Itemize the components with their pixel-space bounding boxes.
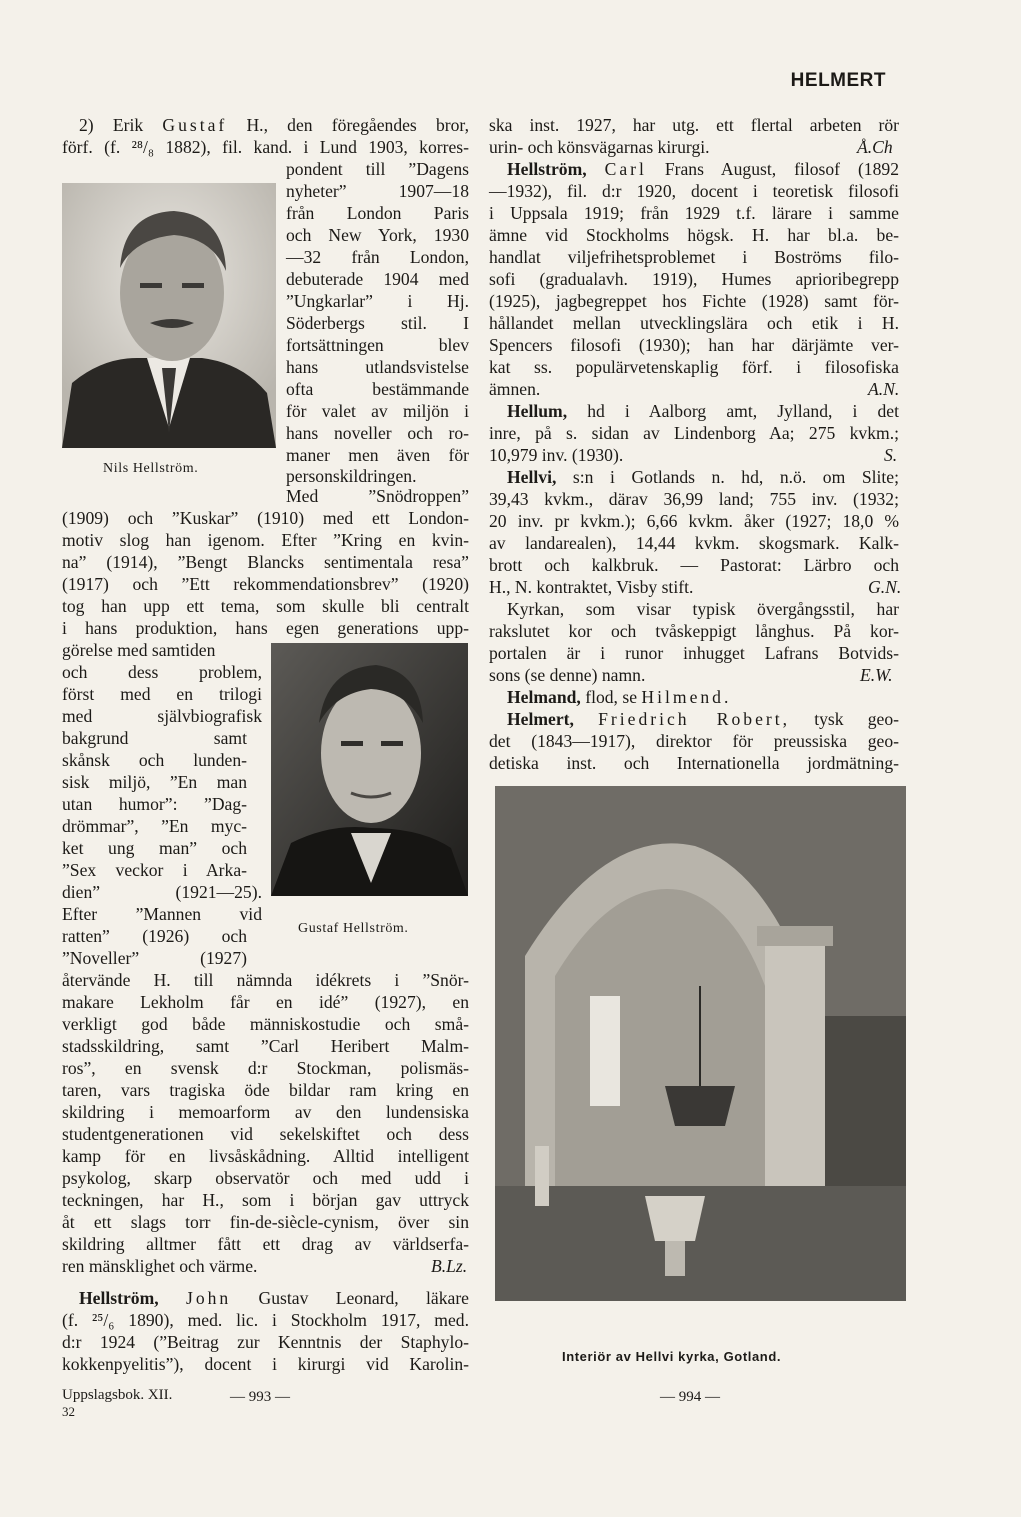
text-line: ”Sex veckor i Arka- xyxy=(62,860,247,880)
caption-nils: Nils Hellström. xyxy=(103,461,199,476)
text-line: studentgenerationen vid sekelskiftet och dess xyxy=(62,1124,469,1144)
text-line: bakgrund samt xyxy=(62,728,247,748)
text-line: från London Paris xyxy=(286,203,469,223)
portrait-gustaf-image xyxy=(271,643,468,896)
text-line: (1925), jagbegreppet hos Fichte (1928) samt för- xyxy=(489,291,899,311)
text-line: och dess problem, xyxy=(62,662,262,682)
text-line: åt ett slags torr fin-de-siècle-cynism, över sin xyxy=(62,1212,469,1232)
text-line: 10,979 inv. (1930). xyxy=(489,445,624,465)
text-line: fortsättningen blev xyxy=(286,335,469,355)
text-line: rakslutet kor och tvåskeppigt långhus. På kor- xyxy=(489,621,899,641)
text-line: sisk miljö, ”En man xyxy=(62,772,247,792)
page-number-left: — 993 — xyxy=(230,1389,290,1405)
text-line: skånsk och lunden- xyxy=(62,750,247,770)
text-line: urin- och könsvägarnas kirurgi. xyxy=(489,137,710,157)
text-line: makare Lekholm får en idé” (1927), en xyxy=(62,992,469,1012)
hellvi-entry-heading: Hellvi, s:n i Gotlands n. hd, n.ö. om Slite; xyxy=(507,467,899,487)
text-line: ämnen. xyxy=(489,379,541,399)
text-line: kokkenpyelitis”), docent i kirurgi vid Karolin- xyxy=(62,1354,469,1374)
text-line: (1909) och ”Kuskar” (1910) med ett London- xyxy=(62,508,469,528)
signature: B.Lz. xyxy=(431,1256,468,1276)
text-line: debuterade 1904 med xyxy=(286,269,469,289)
text-line: handlat viljefrihetsproblemet i Boströms filo- xyxy=(489,247,899,267)
hellum-entry-heading: Hellum, hd i Aalborg amt, Jylland, i det xyxy=(507,401,899,421)
text-line: det (1843—1917), direktor för preussiska geo- xyxy=(489,731,899,751)
text-line: Efter ”Mannen vid xyxy=(62,904,262,924)
text-line: med självbiografisk xyxy=(62,706,262,726)
text-line: —1932), fil. d:r 1920, docent i teoretisk filosofi xyxy=(489,181,899,201)
text-line: Kyrkan, som visar typisk övergångsstil, har xyxy=(507,599,899,619)
text-line: drömmar”, ”En myc- xyxy=(62,816,247,836)
text-line: teckningen, har H., som i början gav uttryck xyxy=(62,1190,469,1210)
text-line: ”Ungkarlar” i Hj. xyxy=(286,291,469,311)
text-line: H., N. kontraktet, Visby stift. xyxy=(489,577,694,597)
text-line: och New York, 1930 xyxy=(286,225,469,245)
text-line: stadsskildring, samt ”Carl Heribert Malm- xyxy=(62,1036,469,1056)
signature: Å.Ch xyxy=(857,137,893,157)
text-line: Med ”Snödroppen” xyxy=(286,486,469,506)
text-line: na” (1914), ”Bengt Blancks sentimentala resa” xyxy=(62,552,469,572)
text-line: psykolog, skarp observatör och med udd i xyxy=(62,1168,469,1188)
church-interior-photo xyxy=(495,786,906,1301)
text-line: 39,43 kvkm., därav 36,99 land; 755 inv. (1932; xyxy=(489,489,899,509)
running-title: HELMERT xyxy=(790,70,886,91)
text-line: skildring alltmer fått ett drag av världserfa- xyxy=(62,1234,469,1254)
signature: S. xyxy=(884,445,898,465)
text-line: maner men även för xyxy=(286,445,469,465)
text-line: ”Noveller” (1927) xyxy=(62,948,247,968)
text-line: ska inst. 1927, har utg. ett flertal arbeten rör xyxy=(489,115,899,135)
john-entry-heading: Hellström, John Gustav Leonard, läkare xyxy=(79,1288,469,1308)
text-line: ros”, en svensk d:r Stockman, polismäs- xyxy=(62,1058,469,1078)
text-line: detiska inst. och Internationella jordmätning- xyxy=(489,753,899,773)
page-number-right: — 994 — xyxy=(660,1389,720,1405)
text-line: taren, vars tragiska öde bildar ram kring en xyxy=(62,1080,469,1100)
text-line: tog han upp ett tema, som skulle bli centralt xyxy=(62,596,469,616)
text-line: förf. (f. ²⁸/₈ 1882), fil. kand. i Lund 1903, korres- xyxy=(62,137,469,157)
text-line: för valet av miljön i xyxy=(286,401,469,421)
text-line: d:r 1924 (”Beitrag zur Kenntnis der Staphylo- xyxy=(62,1332,469,1352)
footer-sheet-number: 32 xyxy=(62,1404,75,1419)
text-line: verkligt god både människostudie och små- xyxy=(62,1014,469,1034)
caption-church: Interiör av Hellvi kyrka, Gotland. xyxy=(562,1349,782,1364)
caption-gustaf: Gustaf Hellström. xyxy=(298,921,409,936)
text-line: kamp för en livsåskådning. Alltid intelligent xyxy=(62,1146,469,1166)
text-line: ratten” (1926) och xyxy=(62,926,247,946)
text-line: (1917) och ”Ett rekommendationsbrev” (1920) xyxy=(62,574,469,594)
church-interior-image xyxy=(495,786,906,1301)
text-line: —32 från London, xyxy=(286,247,469,267)
signature: G.N. xyxy=(868,577,902,597)
signature: A.N. xyxy=(868,379,900,399)
text-line: ren mänsklighet och värme. xyxy=(62,1256,258,1276)
portrait-gustaf-hellstrom xyxy=(271,643,468,896)
text-line: ofta bestämmande xyxy=(286,379,469,399)
text-line: skildring i memoarform av den lundensiska xyxy=(62,1102,469,1122)
text-line: kat ss. populärvetenskaplig förf. i filosofiska xyxy=(489,357,899,377)
text-line: ket ung man” och xyxy=(62,838,247,858)
text-line: först med en trilogi xyxy=(62,684,262,704)
text-line: sons (se denne) namn. xyxy=(489,665,646,685)
text-line: i hans produktion, hans egen generations upp- xyxy=(62,618,469,638)
text-line: 20 inv. pr kvkm.); 6,66 kvkm. åker (1927; 18,0 % xyxy=(489,511,899,531)
text-line: nyheter” 1907—18 xyxy=(286,181,469,201)
text-line: hans noveller och ro- xyxy=(286,423,469,443)
text-line: återvände H. till nämnda idékrets i ”Snör- xyxy=(62,970,469,990)
text-line: (f. ²⁵/₆ 1890), med. lic. i Stockholm 1917, med. xyxy=(62,1310,469,1330)
text-line: portalen är i runor inhugget Lafrans Botvids- xyxy=(489,643,899,663)
text-line: hållandet mellan utvecklingslära och etik i H. xyxy=(489,313,899,333)
text-line: hans utlandsvistelse xyxy=(286,357,469,377)
text-line: sofi (gradualavh. 1919), Humes aprioribegrepp xyxy=(489,269,899,289)
text-line: i Uppsala 1919; från 1929 t.f. lärare i samme xyxy=(489,203,899,223)
text-line: dien” (1921—25). xyxy=(62,882,262,902)
helmert-entry-heading: Helmert, Friedrich Robert, tysk geo- xyxy=(507,709,900,729)
text-line: Spencers filosofi (1930); han har därjämte ver- xyxy=(489,335,899,355)
erik-entry-heading: 2) Erik Gustaf H., den föregåendes bror, xyxy=(79,115,469,135)
text-line: personskildringen. xyxy=(286,466,417,486)
text-line: ämne vid Stockholms högsk. H. har bl.a. be- xyxy=(489,225,899,245)
text-line: Söderbergs stil. I xyxy=(286,313,469,333)
helmand-entry-heading: Helmand, flod, se Hilmend. xyxy=(507,687,732,707)
carl-entry-heading: Hellström, Carl Frans August, filosof (1892 xyxy=(507,159,899,179)
portrait-nils-hellstrom xyxy=(62,183,276,448)
portrait-nils-image xyxy=(62,183,276,448)
text-line: pondent till ”Dagens xyxy=(286,159,469,179)
text-line: motiv slog han igenom. Efter ”Kring en kvin- xyxy=(62,530,469,550)
signature: E.W. xyxy=(860,665,893,685)
text-line: av landarealen), 14,44 kvkm. skogsmark. Kalk- xyxy=(489,533,899,553)
text-line: görelse med samtiden xyxy=(62,640,216,660)
text-line: utan humor”: ”Dag- xyxy=(62,794,247,814)
text-line: brott och kalkbruk. — Pastorat: Lärbro och xyxy=(489,555,899,575)
text-line: inre, på s. sidan av Lindenborg Aa; 275 kvkm.; xyxy=(489,423,899,443)
footer-book-title: Uppslagsbok. XII. xyxy=(62,1387,173,1403)
